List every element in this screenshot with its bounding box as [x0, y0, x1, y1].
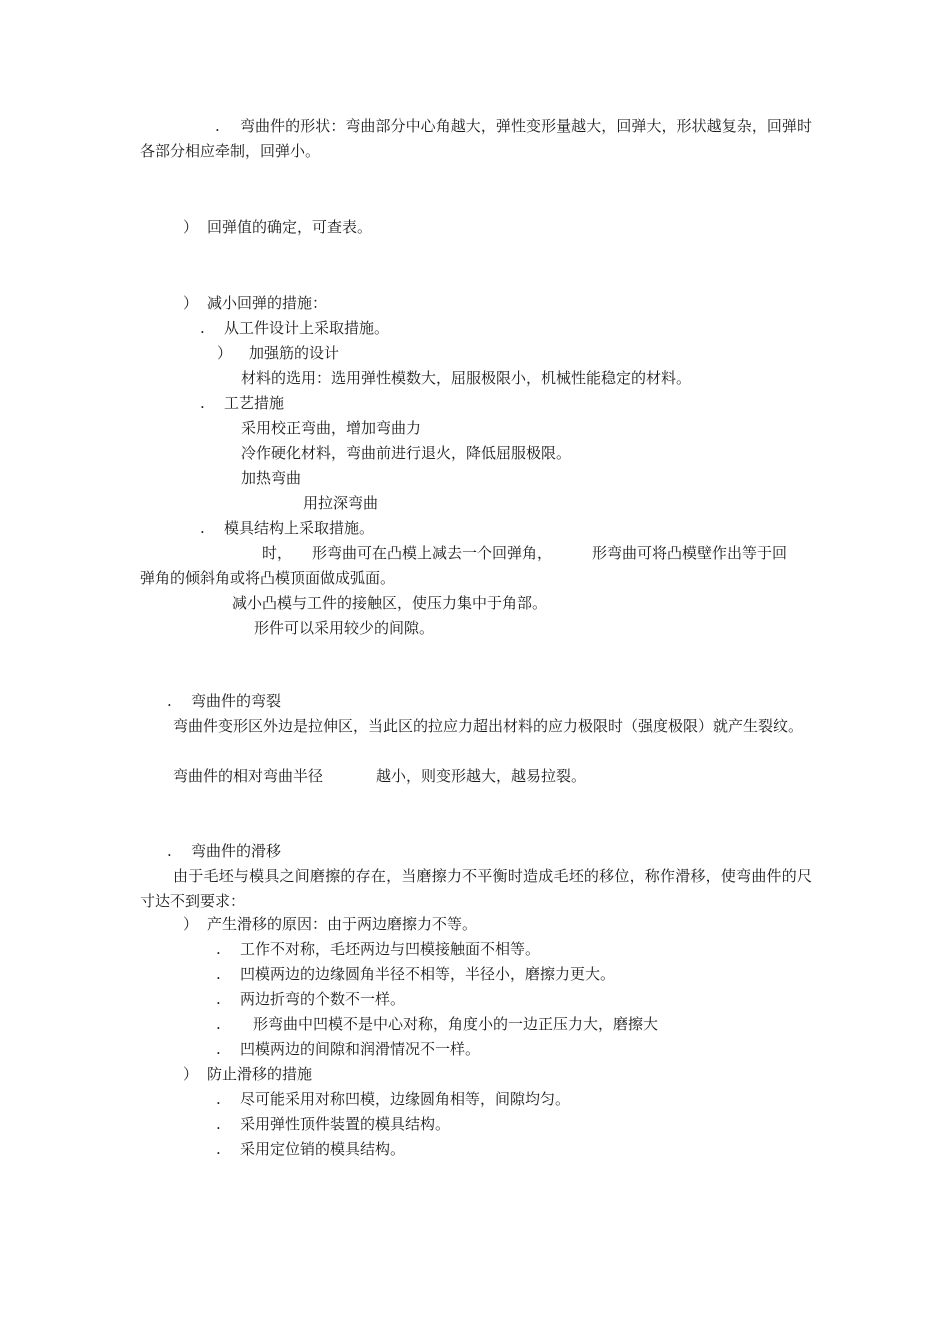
list-marker: .: [200, 519, 205, 537]
mold-text: 形弯曲可将凸模壁作出等于回: [592, 544, 788, 562]
list-marker: .: [216, 1115, 221, 1133]
list-marker: ）: [217, 344, 233, 362]
list-marker: .: [200, 394, 205, 412]
list-item: 冷作硬化材料，弯曲前进行退火，降低屈服极限。: [241, 444, 572, 462]
list-marker: .: [216, 940, 221, 958]
list-item: 用拉深弯曲: [303, 494, 379, 512]
list-item: 工作不对称，毛坯两边与凹模接触面不相等。: [240, 940, 541, 958]
subsection-heading: 工艺措施: [224, 394, 285, 412]
mold-text: 形弯曲可在凸模上减去一个回弹角，: [312, 544, 553, 562]
paragraph-slipping: 由于毛坯与模具之间磨擦的存在，当磨擦力不平衡时造成毛坯的移位，称作滑移，使弯曲件的尺寸达不到要求：: [140, 867, 812, 910]
list-marker: ）: [183, 915, 199, 933]
mold-text: 减小凸模与工件的接触区，使压力集中于角部。: [232, 594, 548, 612]
list-item: 凹模两边的边缘圆角半径不相等，半径小，磨擦力更大。: [240, 965, 616, 983]
paragraph-shape: 弯曲件的形状：弯曲部分中心角越大，弹性变形量越大，回弹大，形状越复杂，回弹时各部分相应牵制，回弹小。: [140, 117, 812, 160]
list-item: 采用校正弯曲，增加弯曲力: [241, 419, 422, 437]
list-marker: .: [167, 692, 172, 710]
cracking-text: 弯曲件的相对弯曲半径: [173, 767, 324, 785]
springback-value-text: 回弹值的确定，可查表。: [207, 218, 373, 236]
list-marker: .: [216, 1090, 221, 1108]
subsection-heading: 防止滑移的措施: [207, 1065, 313, 1083]
cracking-text: 越小，则变形越大，越易拉裂。: [376, 767, 587, 785]
rib-design-text: 加强筋的设计: [249, 344, 340, 362]
list-marker: .: [216, 965, 221, 983]
list-item: 加热弯曲: [241, 469, 302, 487]
list-item: 采用弹性顶件装置的模具结构。: [240, 1115, 451, 1133]
section-heading: 弯曲件的滑移: [191, 842, 282, 860]
list-item: 凹模两边的间隙和润滑情况不一样。: [240, 1040, 481, 1058]
list-marker: .: [200, 319, 205, 337]
list-marker: .: [216, 1040, 221, 1058]
list-item: 两边折弯的个数不一样。: [240, 990, 406, 1008]
subsection-heading: 产生滑移的原因：由于两边磨擦力不等。: [207, 915, 478, 933]
list-marker: .: [215, 117, 220, 135]
list-marker: .: [216, 1140, 221, 1158]
section-heading: 减小回弹的措施：: [207, 294, 328, 312]
subsection-heading: 模具结构上采取措施。: [224, 519, 375, 537]
list-marker: .: [216, 1015, 221, 1033]
mold-text: 时，: [262, 544, 293, 562]
list-marker: ）: [183, 1065, 199, 1083]
mold-text: 形件可以采用较少的间隙。: [254, 619, 435, 637]
list-item: 采用定位销的模具结构。: [240, 1140, 406, 1158]
list-marker: .: [167, 842, 172, 860]
section-heading: 弯曲件的弯裂: [191, 692, 282, 710]
subsection-heading: 从工件设计上采取措施。: [224, 319, 390, 337]
paragraph-cracking: 弯曲件变形区外边是拉伸区，当此区的拉应力超出材料的应力极限时（强度极限）就产生裂纹。: [173, 717, 804, 735]
list-marker: ）: [183, 218, 199, 236]
mold-text: 弹角的倾斜角或将凸模顶面做成弧面。: [140, 569, 396, 587]
list-item: 尽可能采用对称凹模，边缘圆角相等，间隙均匀。: [240, 1090, 571, 1108]
list-item: 形弯曲中凹模不是中心对称，角度小的一边正压力大，磨擦大: [253, 1015, 659, 1033]
list-marker: .: [216, 990, 221, 1008]
list-marker: ）: [183, 294, 199, 312]
material-text: 材料的选用：选用弹性模数大，屈服极限小，机械性能稳定的材料。: [241, 369, 692, 387]
